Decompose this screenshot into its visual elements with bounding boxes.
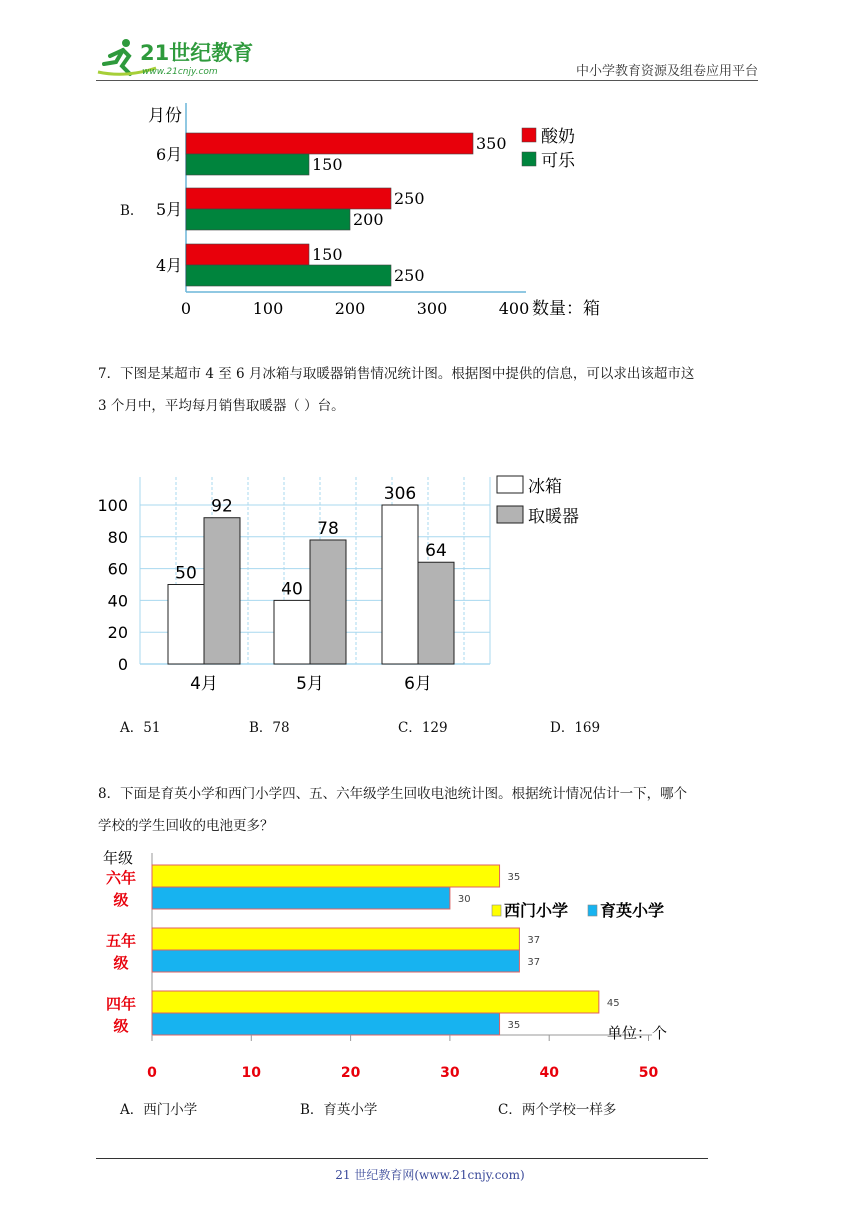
- data-label: 37: [527, 935, 541, 946]
- question-8-text: [98, 778, 778, 842]
- category-label: 级: [113, 954, 129, 972]
- data-label: 78: [317, 518, 339, 539]
- bar: [204, 518, 240, 664]
- y-axis-label: 月份: [148, 106, 182, 126]
- option-a[interactable]: A．51: [120, 720, 161, 736]
- question-7-line1: 7．下图是某超市 4 至 6 月冰箱与取暖器销售情况统计图。根据图中提供的信息，可以求出该超市这: [98, 366, 695, 382]
- category-label: 级: [113, 891, 129, 909]
- option-c[interactable]: C．两个学校一样多: [498, 1102, 617, 1118]
- yogurt-cola-bar-chart: [140, 95, 620, 325]
- bar: [186, 188, 391, 209]
- category-label: 四年: [105, 995, 137, 1013]
- bar: [168, 585, 204, 665]
- data-label: 150: [312, 155, 343, 174]
- option-c[interactable]: C．129: [398, 720, 448, 736]
- bar: [186, 244, 309, 265]
- legend-label: 酸奶: [541, 127, 575, 147]
- platform-name: 中小学教育资源及组卷应用平台: [575, 64, 758, 79]
- legend-swatch: [588, 905, 597, 916]
- legend-swatch: [497, 476, 523, 493]
- legend-swatch: [497, 506, 523, 523]
- question-8-line2: 学校的学生回收的电池更多？: [98, 818, 274, 834]
- option-b[interactable]: B．育英小学: [300, 1102, 378, 1118]
- data-label: 30: [457, 894, 471, 905]
- fridge-heater-bar-chart: [95, 465, 605, 700]
- category-label: 五年: [105, 932, 137, 950]
- x-tick-label: 300: [416, 299, 448, 318]
- x-tick-label: 40: [539, 1065, 559, 1081]
- bar: [152, 950, 519, 972]
- y-tick-label: 20: [107, 623, 128, 643]
- y-tick-label: 60: [107, 559, 128, 579]
- option-a[interactable]: A．西门小学: [120, 1102, 198, 1118]
- x-tick-label: 0: [147, 1065, 157, 1081]
- x-tick-label: 0: [180, 299, 192, 318]
- footer-divider: [96, 1158, 708, 1159]
- bar: [152, 865, 500, 887]
- category-label: 六年: [105, 869, 137, 887]
- data-label: 150: [312, 245, 343, 264]
- bar: [186, 133, 473, 154]
- category-label: 6月: [404, 674, 432, 694]
- bar: [418, 562, 454, 664]
- option-b[interactable]: B．78: [249, 720, 290, 736]
- option-b-label: B.: [120, 203, 135, 219]
- battery-recycling-bar-chart: [95, 845, 695, 1085]
- x-axis-label: 数量：箱: [532, 299, 600, 319]
- bar: [152, 1013, 500, 1035]
- header-divider: [96, 80, 758, 81]
- data-label: 306: [383, 484, 417, 504]
- category-label: 级: [113, 1017, 129, 1035]
- legend-label: 育英小学: [600, 901, 665, 920]
- footer-text: 21 世纪教育网(www.21cnjy.com): [335, 1168, 525, 1182]
- data-label: 64: [425, 541, 447, 562]
- x-tick-label: 20: [340, 1065, 361, 1081]
- bar: [382, 505, 418, 664]
- legend-label: 可乐: [541, 151, 575, 171]
- data-label: 200: [353, 210, 384, 229]
- logo-text: 21世纪教育: [140, 41, 254, 65]
- bar: [186, 209, 350, 230]
- bar: [186, 154, 309, 175]
- y-axis-label: 年级: [103, 849, 134, 867]
- bar: [152, 928, 519, 950]
- y-tick-label: 40: [107, 591, 128, 611]
- x-tick-label: 50: [638, 1065, 659, 1081]
- question-8-line1: 8．下面是育英小学和西门小学四、五、六年级学生回收电池统计图。根据统计情况估计一下，哪个: [98, 786, 688, 802]
- category-label: 5月: [296, 674, 324, 694]
- data-label: 40: [281, 579, 303, 600]
- unit-label: 单位：个: [607, 1024, 668, 1042]
- data-label: 50: [175, 563, 197, 584]
- data-label: 250: [394, 266, 425, 285]
- data-label: 45: [606, 998, 620, 1009]
- logo-url: www.21cnjy.com: [142, 67, 218, 77]
- question-7-text: [98, 358, 778, 422]
- question-7-line2: 3 个月中，平均每月销售取暖器（ ）台。: [98, 398, 345, 414]
- bar: [310, 540, 346, 664]
- bar: [186, 265, 391, 286]
- data-label: 92: [211, 496, 233, 517]
- y-tick-label: 100: [97, 496, 128, 515]
- x-tick-label: 400: [498, 299, 530, 318]
- bar: [152, 887, 450, 909]
- legend-label: 冰箱: [528, 477, 562, 497]
- bar: [274, 600, 310, 664]
- x-tick-label: 200: [334, 299, 366, 318]
- category-label: 4月: [156, 256, 183, 275]
- category-label: 4月: [190, 674, 218, 694]
- y-tick-label: 80: [107, 527, 128, 547]
- legend-swatch: [522, 128, 536, 142]
- category-label: 5月: [156, 200, 183, 219]
- bar: [152, 991, 599, 1013]
- legend-label: 取暖器: [528, 507, 579, 527]
- data-label: 350: [476, 134, 507, 153]
- data-label: 35: [507, 872, 521, 883]
- x-tick-label: 30: [440, 1065, 460, 1081]
- x-tick-label: 10: [241, 1065, 262, 1081]
- x-tick-label: 100: [252, 299, 284, 318]
- data-label: 37: [527, 957, 541, 968]
- site-logo: [96, 34, 266, 80]
- category-label: 6月: [156, 145, 183, 164]
- data-label: 35: [507, 1020, 521, 1031]
- data-label: 250: [394, 189, 425, 208]
- legend-swatch: [522, 152, 536, 166]
- legend-swatch: [492, 905, 501, 916]
- option-d[interactable]: D．169: [550, 720, 601, 736]
- y-tick-label: 0: [117, 655, 128, 674]
- legend-label: 西门小学: [504, 901, 569, 920]
